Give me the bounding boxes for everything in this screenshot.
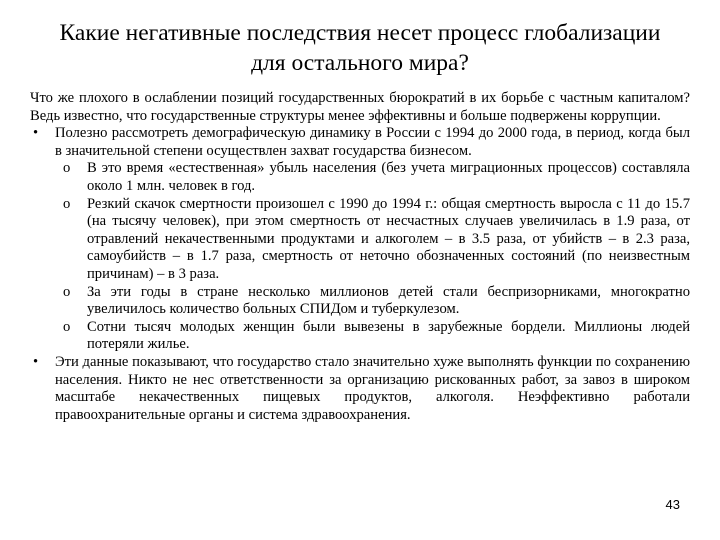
title-line-2: для остального мира? bbox=[251, 50, 469, 76]
intro-paragraph: Что же плохого в ослаблении позиций государственных бюрократий в их борьбе с частным капиталом? Ведь известно, что государственные структуры менее эффективны и больше подвержены коррупции. bbox=[30, 90, 690, 124]
bullet-text: Эти данные показывают, что государство стало значительно хуже выполнять функции по сохранению населения. Никто не нес ответственности за организацию рискованных работ, за завоз в широком масштабе некачественных пищевых продуктов, алкоголя. Неэффективно работали правоохранительные органы и система здравоохранения. bbox=[55, 353, 690, 423]
slide-title bbox=[40, 18, 680, 78]
sub-bullet-icon: o bbox=[63, 195, 71, 212]
sub-bullet-icon: o bbox=[63, 160, 71, 177]
slide-body bbox=[30, 90, 690, 424]
bullet-item-conclusion bbox=[30, 354, 690, 424]
title-line-1: Какие негативные последствия несет процесс глобализации bbox=[59, 20, 661, 46]
bullet-icon: • bbox=[33, 353, 39, 370]
sub-item-text: За эти годы в стране несколько миллионов детей стали беспризорниками, многократно увеличилось количество больных СПИДом и туберкулезом. bbox=[87, 283, 690, 318]
bullet-icon: • bbox=[33, 125, 39, 142]
sub-item-text: Резкий скачок смертности произошел с 1990 до 1994 г.: общая смертность выросла с 11 до 15.7 (на тысячу человек), при этом смертность от несчастных случаев увеличилась в 1.9 раза, от отравлений некачественными продуктами и алкоголем – в 3.5 раза, от убийств – в 2.3 раза, самоубийств – в 1.7 раза, смертность от неточно обозначенных состояний (по неизвестным причинам) – в 3 раза. bbox=[87, 195, 690, 282]
sub-item-text: В это время «естественная» убыль населения (без учета миграционных процессов) составляла около 1 млн. человек в год. bbox=[87, 160, 690, 194]
page-number: 43 bbox=[665, 497, 680, 512]
sub-item-population-loss bbox=[30, 160, 690, 195]
sub-item-children bbox=[30, 284, 690, 319]
bullet-item-demography bbox=[30, 125, 690, 160]
sub-list bbox=[30, 160, 690, 354]
sub-bullet-icon: o bbox=[63, 283, 71, 300]
sub-item-text: Сотни тысяч молодых женщин были вывезены в зарубежные бордели. Миллионы людей потеряли жилье. bbox=[87, 318, 690, 353]
sub-item-women bbox=[30, 319, 690, 354]
sub-bullet-icon: o bbox=[63, 318, 71, 335]
bullet-text: Полезно рассмотреть демографическую динамику в России с 1994 до 2000 года, в период, когда был в значительной степени осуществлен захват государства бизнесом. bbox=[55, 125, 690, 159]
sub-item-mortality bbox=[30, 196, 690, 284]
